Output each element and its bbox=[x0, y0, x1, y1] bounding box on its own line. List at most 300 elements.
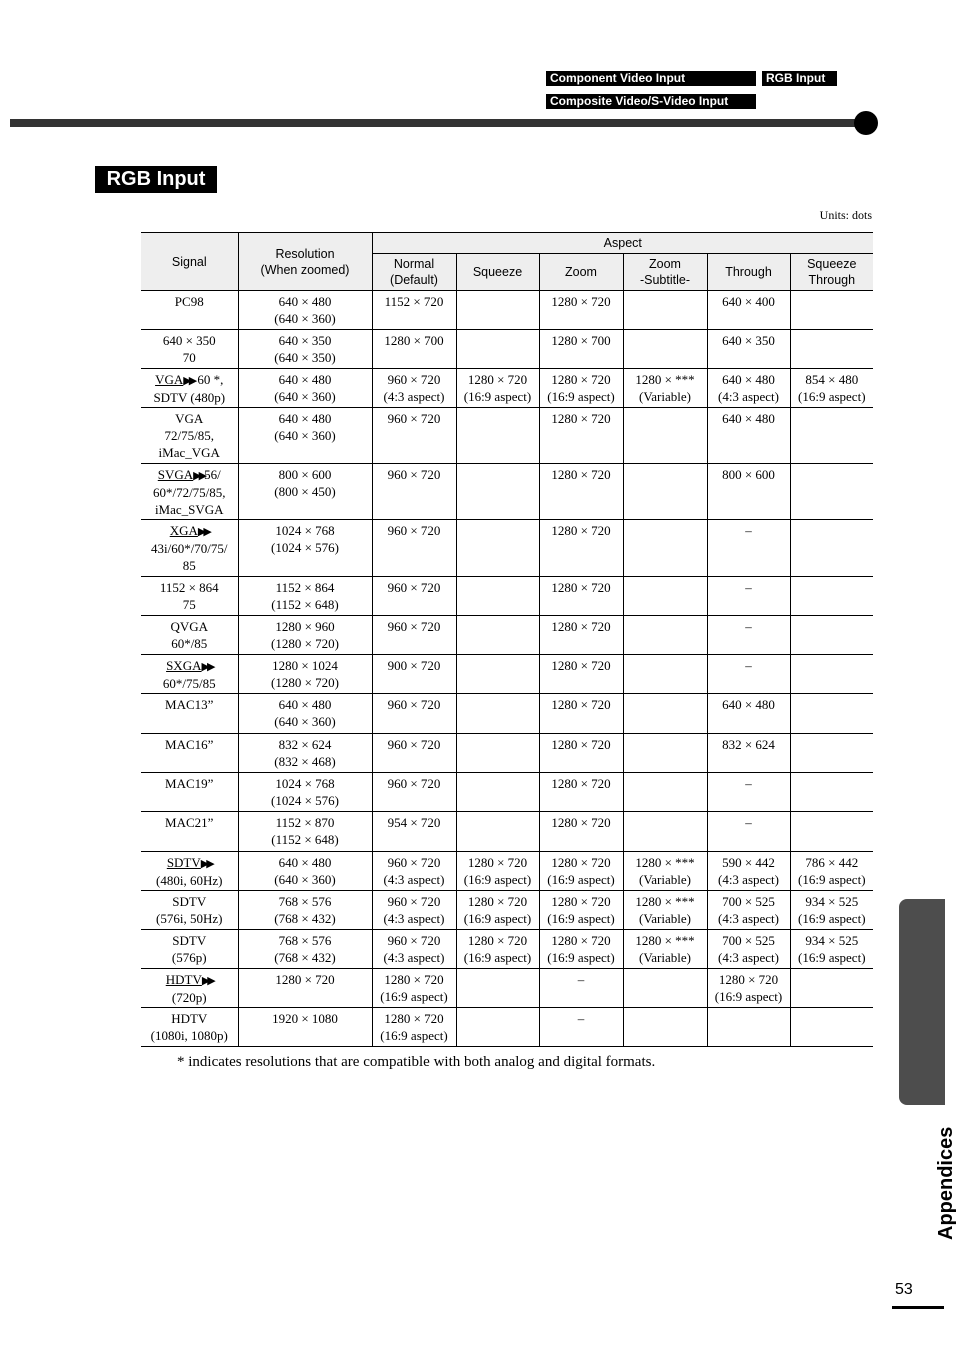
zoom-value: 1280 × 700 bbox=[551, 333, 611, 348]
aspect-subheader-line: Zoom bbox=[565, 265, 597, 279]
signal-text: iMac_SVGA bbox=[154, 502, 224, 517]
signal-cell bbox=[141, 812, 238, 852]
header-resolution-line1: Resolution bbox=[275, 246, 335, 261]
header-signal: Signal bbox=[141, 233, 238, 291]
zoomsub-cell bbox=[623, 464, 707, 520]
zoomsub-cell bbox=[623, 655, 707, 694]
sqthrough-cell bbox=[790, 616, 873, 655]
normal-cell bbox=[372, 852, 456, 891]
link-arrow-icon: ▶▶ bbox=[200, 857, 212, 870]
zoom-value: 1280 × 720 bbox=[551, 894, 611, 909]
normal-value: (16:9 aspect) bbox=[380, 989, 448, 1004]
zoom-value: 1280 × 720 bbox=[551, 619, 611, 634]
signal-text: 60*/85 bbox=[171, 636, 208, 651]
page-number-rule bbox=[892, 1306, 944, 1309]
res-value: 1280 × 960 bbox=[275, 619, 335, 634]
signal-link[interactable]: SXGA bbox=[166, 658, 202, 673]
through-cell bbox=[707, 930, 790, 969]
through-cell bbox=[707, 369, 790, 408]
through-cell bbox=[707, 577, 790, 616]
table-row bbox=[141, 520, 873, 577]
sqthrough-cell bbox=[790, 520, 873, 577]
res-cell bbox=[238, 408, 372, 464]
aspect-subheader bbox=[539, 254, 623, 291]
table-row bbox=[141, 930, 873, 969]
through-cell bbox=[707, 330, 790, 369]
through-cell bbox=[707, 520, 790, 577]
res-cell bbox=[238, 694, 372, 734]
zoom-cell bbox=[539, 891, 623, 930]
normal-value: 960 × 720 bbox=[387, 372, 441, 387]
res-value: (800 × 450) bbox=[274, 484, 336, 499]
units-label: Units: dots bbox=[819, 208, 872, 222]
through-value: – bbox=[745, 815, 752, 830]
zoom-cell bbox=[539, 1008, 623, 1047]
link-arrow-icon: ▶▶ bbox=[201, 660, 213, 673]
sqthrough-cell bbox=[790, 891, 873, 930]
signal-text: 640 × 350 bbox=[162, 333, 216, 348]
normal-value: (16:9 aspect) bbox=[380, 1028, 448, 1043]
through-value: (4:3 aspect) bbox=[717, 950, 779, 965]
signal-cell bbox=[141, 408, 238, 464]
signal-text: MAC19” bbox=[165, 776, 214, 791]
res-value: (640 × 360) bbox=[274, 428, 336, 443]
through-cell bbox=[707, 616, 790, 655]
normal-cell bbox=[372, 464, 456, 520]
signal-text: HDTV bbox=[171, 1011, 208, 1026]
through-value: 700 × 525 bbox=[722, 894, 775, 909]
res-cell bbox=[238, 369, 372, 408]
zoom-cell bbox=[539, 930, 623, 969]
sqthrough-cell bbox=[790, 930, 873, 969]
signal-text: MAC16” bbox=[165, 737, 214, 752]
zoom-cell bbox=[539, 852, 623, 891]
res-cell bbox=[238, 464, 372, 520]
squeeze-value: (16:9 aspect) bbox=[463, 389, 532, 404]
signal-cell bbox=[141, 369, 238, 408]
aspect-subheader-line: Squeeze bbox=[807, 257, 857, 271]
table-row bbox=[141, 577, 873, 616]
signal-text: 70 bbox=[182, 350, 196, 365]
normal-cell bbox=[372, 694, 456, 734]
sqthrough-cell bbox=[790, 330, 873, 369]
header-aspect: Aspect bbox=[372, 233, 873, 254]
signal-text: MAC21” bbox=[165, 815, 214, 830]
res-cell bbox=[238, 577, 372, 616]
res-value: (768 × 432) bbox=[274, 911, 336, 926]
res-value: 640 × 480 bbox=[278, 855, 332, 870]
res-value: 1152 × 864 bbox=[275, 580, 335, 595]
res-cell bbox=[238, 655, 372, 694]
signal-text: MAC13” bbox=[165, 697, 214, 712]
through-cell bbox=[707, 891, 790, 930]
through-cell bbox=[707, 773, 790, 812]
aspect-subheader-line: Zoom bbox=[649, 257, 681, 271]
through-value: (4:3 aspect) bbox=[717, 389, 779, 404]
signal-cell bbox=[141, 330, 238, 369]
res-value: (1280 × 720) bbox=[271, 675, 339, 690]
through-value: 700 × 525 bbox=[722, 933, 775, 948]
zoom-value: 1280 × 720 bbox=[551, 933, 611, 948]
through-cell bbox=[707, 694, 790, 734]
normal-value: 960 × 720 bbox=[387, 855, 441, 870]
zoomsub-cell bbox=[623, 891, 707, 930]
squeeze-cell bbox=[456, 577, 539, 616]
normal-cell bbox=[372, 291, 456, 330]
squeeze-value: (16:9 aspect) bbox=[463, 911, 532, 926]
normal-value: 1280 × 720 bbox=[384, 1011, 444, 1026]
through-cell bbox=[707, 734, 790, 773]
table-row bbox=[141, 734, 873, 773]
signal-cell bbox=[141, 464, 238, 520]
component-video-input-tag[interactable]: Component Video Input bbox=[546, 71, 756, 86]
res-value: (1024 × 576) bbox=[271, 793, 339, 808]
zoomsub-cell bbox=[623, 616, 707, 655]
through-cell bbox=[707, 464, 790, 520]
zoom-cell bbox=[539, 655, 623, 694]
zoom-cell bbox=[539, 291, 623, 330]
zoom-value: (16:9 aspect) bbox=[547, 389, 615, 404]
normal-value: 1152 × 720 bbox=[384, 294, 444, 309]
link-arrow-icon: ▶▶ bbox=[183, 374, 195, 387]
signal-text: iMac_VGA bbox=[158, 445, 220, 460]
sqthrough-cell bbox=[790, 291, 873, 330]
table-row bbox=[141, 408, 873, 464]
zoom-value: – bbox=[577, 1011, 585, 1026]
normal-cell bbox=[372, 408, 456, 464]
signal-link[interactable]: SDTV bbox=[166, 855, 201, 870]
signal-cell bbox=[141, 520, 238, 577]
zoom-value: 1280 × 720 bbox=[551, 658, 611, 673]
squeeze-value: 1280 × 720 bbox=[467, 372, 528, 387]
zoom-cell bbox=[539, 408, 623, 464]
res-value: (640 × 350) bbox=[274, 350, 336, 365]
zoom-value: 1280 × 720 bbox=[551, 411, 611, 426]
signal-cell bbox=[141, 291, 238, 330]
sqthrough-cell bbox=[790, 369, 873, 408]
signal-cell bbox=[141, 616, 238, 655]
sqthrough-cell bbox=[790, 773, 873, 812]
res-value: 800 × 600 bbox=[278, 467, 332, 482]
sqthrough-value: (16:9 aspect) bbox=[798, 911, 866, 926]
table-row bbox=[141, 369, 873, 408]
res-value: (832 × 468) bbox=[274, 754, 336, 769]
res-value: (640 × 360) bbox=[274, 311, 336, 326]
sqthrough-cell bbox=[790, 852, 873, 891]
through-value: 590 × 442 bbox=[722, 855, 775, 870]
aspect-subheader-line: (Default) bbox=[390, 273, 438, 287]
signal-text: SDTV (480p) bbox=[153, 390, 226, 405]
normal-cell bbox=[372, 930, 456, 969]
page-number: 53 bbox=[895, 1281, 913, 1298]
zoomsub-value: 1280 × *** bbox=[635, 372, 695, 387]
signal-text: (576i, 50Hz) bbox=[156, 911, 223, 926]
res-cell bbox=[238, 520, 372, 577]
squeeze-cell bbox=[456, 891, 539, 930]
signal-text: PC98 bbox=[174, 294, 204, 309]
table-row bbox=[141, 969, 873, 1008]
res-value: (640 × 360) bbox=[274, 872, 336, 887]
through-value: 640 × 400 bbox=[722, 294, 775, 309]
squeeze-cell bbox=[456, 291, 539, 330]
res-value: 832 × 624 bbox=[278, 737, 332, 752]
zoomsub-cell bbox=[623, 330, 707, 369]
table-row bbox=[141, 1008, 873, 1047]
aspect-subheader bbox=[372, 254, 456, 291]
res-cell bbox=[238, 1008, 372, 1047]
res-cell bbox=[238, 891, 372, 930]
signal-text: VGA bbox=[175, 411, 204, 426]
through-value: 640 × 480 bbox=[722, 697, 775, 712]
zoomsub-cell bbox=[623, 930, 707, 969]
zoom-value: 1280 × 720 bbox=[551, 697, 611, 712]
zoomsub-cell bbox=[623, 1008, 707, 1047]
zoom-cell bbox=[539, 694, 623, 734]
signal-text: 60 *, bbox=[194, 372, 224, 387]
appendices-side-label: Appendices bbox=[935, 1126, 957, 1240]
table-row bbox=[141, 891, 873, 930]
signal-link[interactable]: HDTV bbox=[165, 972, 202, 987]
zoomsub-value: (Variable) bbox=[639, 911, 691, 926]
aspect-subheader-line: Through bbox=[808, 273, 856, 287]
signal-cell bbox=[141, 1008, 238, 1047]
res-value: 768 × 576 bbox=[278, 894, 332, 909]
signal-link[interactable]: XGA bbox=[169, 523, 198, 538]
through-cell bbox=[707, 291, 790, 330]
table-row bbox=[141, 812, 873, 852]
table-row bbox=[141, 291, 873, 330]
through-value: – bbox=[745, 658, 752, 673]
zoom-cell bbox=[539, 464, 623, 520]
signal-cell bbox=[141, 577, 238, 616]
zoom-cell bbox=[539, 616, 623, 655]
header-resolution bbox=[238, 233, 372, 291]
signal-text: 85 bbox=[182, 558, 196, 573]
sqthrough-cell bbox=[790, 812, 873, 852]
through-cell bbox=[707, 852, 790, 891]
through-value: 640 × 480 bbox=[722, 372, 775, 387]
table-row bbox=[141, 330, 873, 369]
zoomsub-value: (Variable) bbox=[639, 950, 691, 965]
sqthrough-cell bbox=[790, 969, 873, 1008]
res-value: 1024 × 768 bbox=[275, 776, 335, 791]
squeeze-cell bbox=[456, 464, 539, 520]
through-cell bbox=[707, 655, 790, 694]
appendices-side-tab[interactable] bbox=[899, 899, 945, 1105]
res-value: 1024 × 768 bbox=[275, 523, 335, 538]
normal-cell bbox=[372, 330, 456, 369]
squeeze-value: 1280 × 720 bbox=[467, 933, 528, 948]
link-arrow-icon: ▶▶ bbox=[201, 974, 213, 987]
res-value: 640 × 480 bbox=[278, 697, 332, 712]
res-cell bbox=[238, 773, 372, 812]
through-cell bbox=[707, 812, 790, 852]
normal-value: (4:3 aspect) bbox=[383, 389, 445, 404]
res-value: 640 × 480 bbox=[278, 294, 332, 309]
sqthrough-value: 854 × 480 bbox=[805, 372, 859, 387]
normal-cell bbox=[372, 773, 456, 812]
res-cell bbox=[238, 734, 372, 773]
signal-cell bbox=[141, 969, 238, 1008]
res-cell bbox=[238, 969, 372, 1008]
footnote: * indicates resolutions that are compatible with both analog and digital formats. bbox=[177, 1054, 656, 1070]
sqthrough-value: 934 × 525 bbox=[805, 933, 859, 948]
res-cell bbox=[238, 291, 372, 330]
through-value: 832 × 624 bbox=[722, 737, 775, 752]
res-value: 1280 × 720 bbox=[275, 972, 335, 987]
table-row bbox=[141, 655, 873, 694]
zoom-cell bbox=[539, 773, 623, 812]
res-value: (1280 × 720) bbox=[271, 636, 339, 651]
sqthrough-cell bbox=[790, 408, 873, 464]
zoom-value: – bbox=[577, 972, 585, 987]
table-row bbox=[141, 616, 873, 655]
signal-link[interactable]: SVGA bbox=[157, 467, 194, 482]
squeeze-cell bbox=[456, 852, 539, 891]
squeeze-value: (16:9 aspect) bbox=[463, 950, 532, 965]
normal-cell bbox=[372, 577, 456, 616]
through-value: (4:3 aspect) bbox=[717, 911, 779, 926]
zoomsub-cell bbox=[623, 408, 707, 464]
zoom-value: 1280 × 720 bbox=[551, 467, 611, 482]
link-arrow-icon: ▶▶ bbox=[197, 525, 209, 538]
normal-cell bbox=[372, 1008, 456, 1047]
signal-cell bbox=[141, 734, 238, 773]
res-value: (1152 × 648) bbox=[271, 597, 339, 612]
normal-value: 954 × 720 bbox=[387, 815, 441, 830]
signal-text: 60*/75/85 bbox=[162, 676, 216, 691]
zoom-value: 1280 × 720 bbox=[551, 523, 611, 538]
table-row bbox=[141, 694, 873, 734]
res-value: 640 × 480 bbox=[278, 411, 332, 426]
aspect-subheader-line: -Subtitle- bbox=[639, 273, 691, 287]
zoom-cell bbox=[539, 577, 623, 616]
zoomsub-cell bbox=[623, 291, 707, 330]
through-cell bbox=[707, 969, 790, 1008]
signal-text: 60*/72/75/85, bbox=[152, 485, 226, 500]
res-value: 1280 × 1024 bbox=[272, 658, 338, 673]
normal-cell bbox=[372, 812, 456, 852]
normal-value: 1280 × 720 bbox=[384, 972, 444, 987]
zoom-value: 1280 × 720 bbox=[551, 580, 611, 595]
composite-video-input-tag[interactable]: Composite Video/S-Video Input bbox=[546, 94, 756, 109]
res-cell bbox=[238, 330, 372, 369]
normal-value: 960 × 720 bbox=[387, 776, 441, 791]
normal-cell bbox=[372, 520, 456, 577]
through-value: – bbox=[745, 619, 752, 634]
sqthrough-value: 786 × 442 bbox=[805, 855, 859, 870]
squeeze-cell bbox=[456, 773, 539, 812]
zoom-cell bbox=[539, 369, 623, 408]
zoomsub-cell bbox=[623, 369, 707, 408]
signal-cell bbox=[141, 930, 238, 969]
through-value: – bbox=[745, 776, 752, 791]
zoomsub-cell bbox=[623, 520, 707, 577]
res-value: (768 × 432) bbox=[274, 950, 336, 965]
zoom-value: (16:9 aspect) bbox=[547, 911, 615, 926]
res-value: 1920 × 1080 bbox=[272, 1011, 338, 1026]
res-value: 640 × 350 bbox=[278, 333, 332, 348]
zoom-value: (16:9 aspect) bbox=[547, 872, 615, 887]
signal-text: SDTV bbox=[172, 933, 207, 948]
aspect-subheader bbox=[623, 254, 707, 291]
zoom-value: 1280 × 720 bbox=[551, 776, 611, 791]
zoom-cell bbox=[539, 520, 623, 577]
normal-value: 960 × 720 bbox=[387, 523, 441, 538]
zoomsub-value: (Variable) bbox=[639, 872, 691, 887]
signal-text: (720p) bbox=[171, 990, 207, 1005]
signal-text: QVGA bbox=[170, 619, 209, 634]
res-value: 1152 × 870 bbox=[275, 815, 335, 830]
normal-value: 960 × 720 bbox=[387, 933, 441, 948]
zoom-value: 1280 × 720 bbox=[551, 855, 611, 870]
signal-text: (576p) bbox=[171, 950, 207, 965]
rgb-input-tag[interactable]: RGB Input bbox=[762, 71, 837, 86]
zoom-value: 1280 × 720 bbox=[551, 294, 611, 309]
squeeze-value: 1280 × 720 bbox=[467, 855, 528, 870]
normal-cell bbox=[372, 969, 456, 1008]
normal-value: 960 × 720 bbox=[387, 737, 441, 752]
through-cell bbox=[707, 408, 790, 464]
normal-value: (4:3 aspect) bbox=[383, 872, 445, 887]
signal-cell bbox=[141, 694, 238, 734]
aspect-subheader-line: Normal bbox=[393, 257, 435, 271]
squeeze-value: 1280 × 720 bbox=[467, 894, 528, 909]
through-value: (4:3 aspect) bbox=[717, 872, 779, 887]
res-cell bbox=[238, 930, 372, 969]
signal-cell bbox=[141, 852, 238, 891]
normal-value: 960 × 720 bbox=[387, 697, 441, 712]
through-value: 1280 × 720 bbox=[718, 972, 779, 987]
res-cell bbox=[238, 616, 372, 655]
zoomsub-cell bbox=[623, 773, 707, 812]
sqthrough-cell bbox=[790, 1008, 873, 1047]
signal-link[interactable]: VGA bbox=[155, 372, 184, 387]
normal-cell bbox=[372, 734, 456, 773]
signal-text: 43i/60*/70/75/ bbox=[150, 541, 228, 556]
signal-text: 1152 × 864 bbox=[159, 580, 219, 595]
zoomsub-cell bbox=[623, 812, 707, 852]
squeeze-cell bbox=[456, 969, 539, 1008]
res-cell bbox=[238, 812, 372, 852]
header-dot bbox=[854, 111, 878, 135]
squeeze-cell bbox=[456, 330, 539, 369]
normal-value: 960 × 720 bbox=[387, 467, 441, 482]
aspect-subheader bbox=[456, 254, 539, 291]
normal-value: (4:3 aspect) bbox=[383, 950, 445, 965]
zoom-value: 1280 × 720 bbox=[551, 372, 611, 387]
sqthrough-cell bbox=[790, 655, 873, 694]
zoomsub-cell bbox=[623, 734, 707, 773]
rgb-input-table bbox=[141, 232, 873, 1047]
zoomsub-value: (Variable) bbox=[639, 389, 691, 404]
sqthrough-value: (16:9 aspect) bbox=[798, 872, 866, 887]
normal-value: (4:3 aspect) bbox=[383, 911, 445, 926]
aspect-subheader bbox=[790, 254, 873, 291]
zoom-value: (16:9 aspect) bbox=[547, 950, 615, 965]
normal-value: 900 × 720 bbox=[387, 658, 441, 673]
res-value: (640 × 360) bbox=[274, 714, 336, 729]
through-value: 640 × 350 bbox=[722, 333, 775, 348]
sqthrough-value: (16:9 aspect) bbox=[798, 950, 866, 965]
squeeze-cell bbox=[456, 520, 539, 577]
aspect-subheader-line: Through bbox=[725, 265, 772, 279]
signal-text: 56/ bbox=[204, 467, 221, 482]
signal-text: 72/75/85, bbox=[164, 428, 214, 443]
squeeze-cell bbox=[456, 655, 539, 694]
signal-text: (1080i, 1080p) bbox=[150, 1028, 228, 1043]
header-resolution-line2: (When zoomed) bbox=[260, 262, 350, 277]
